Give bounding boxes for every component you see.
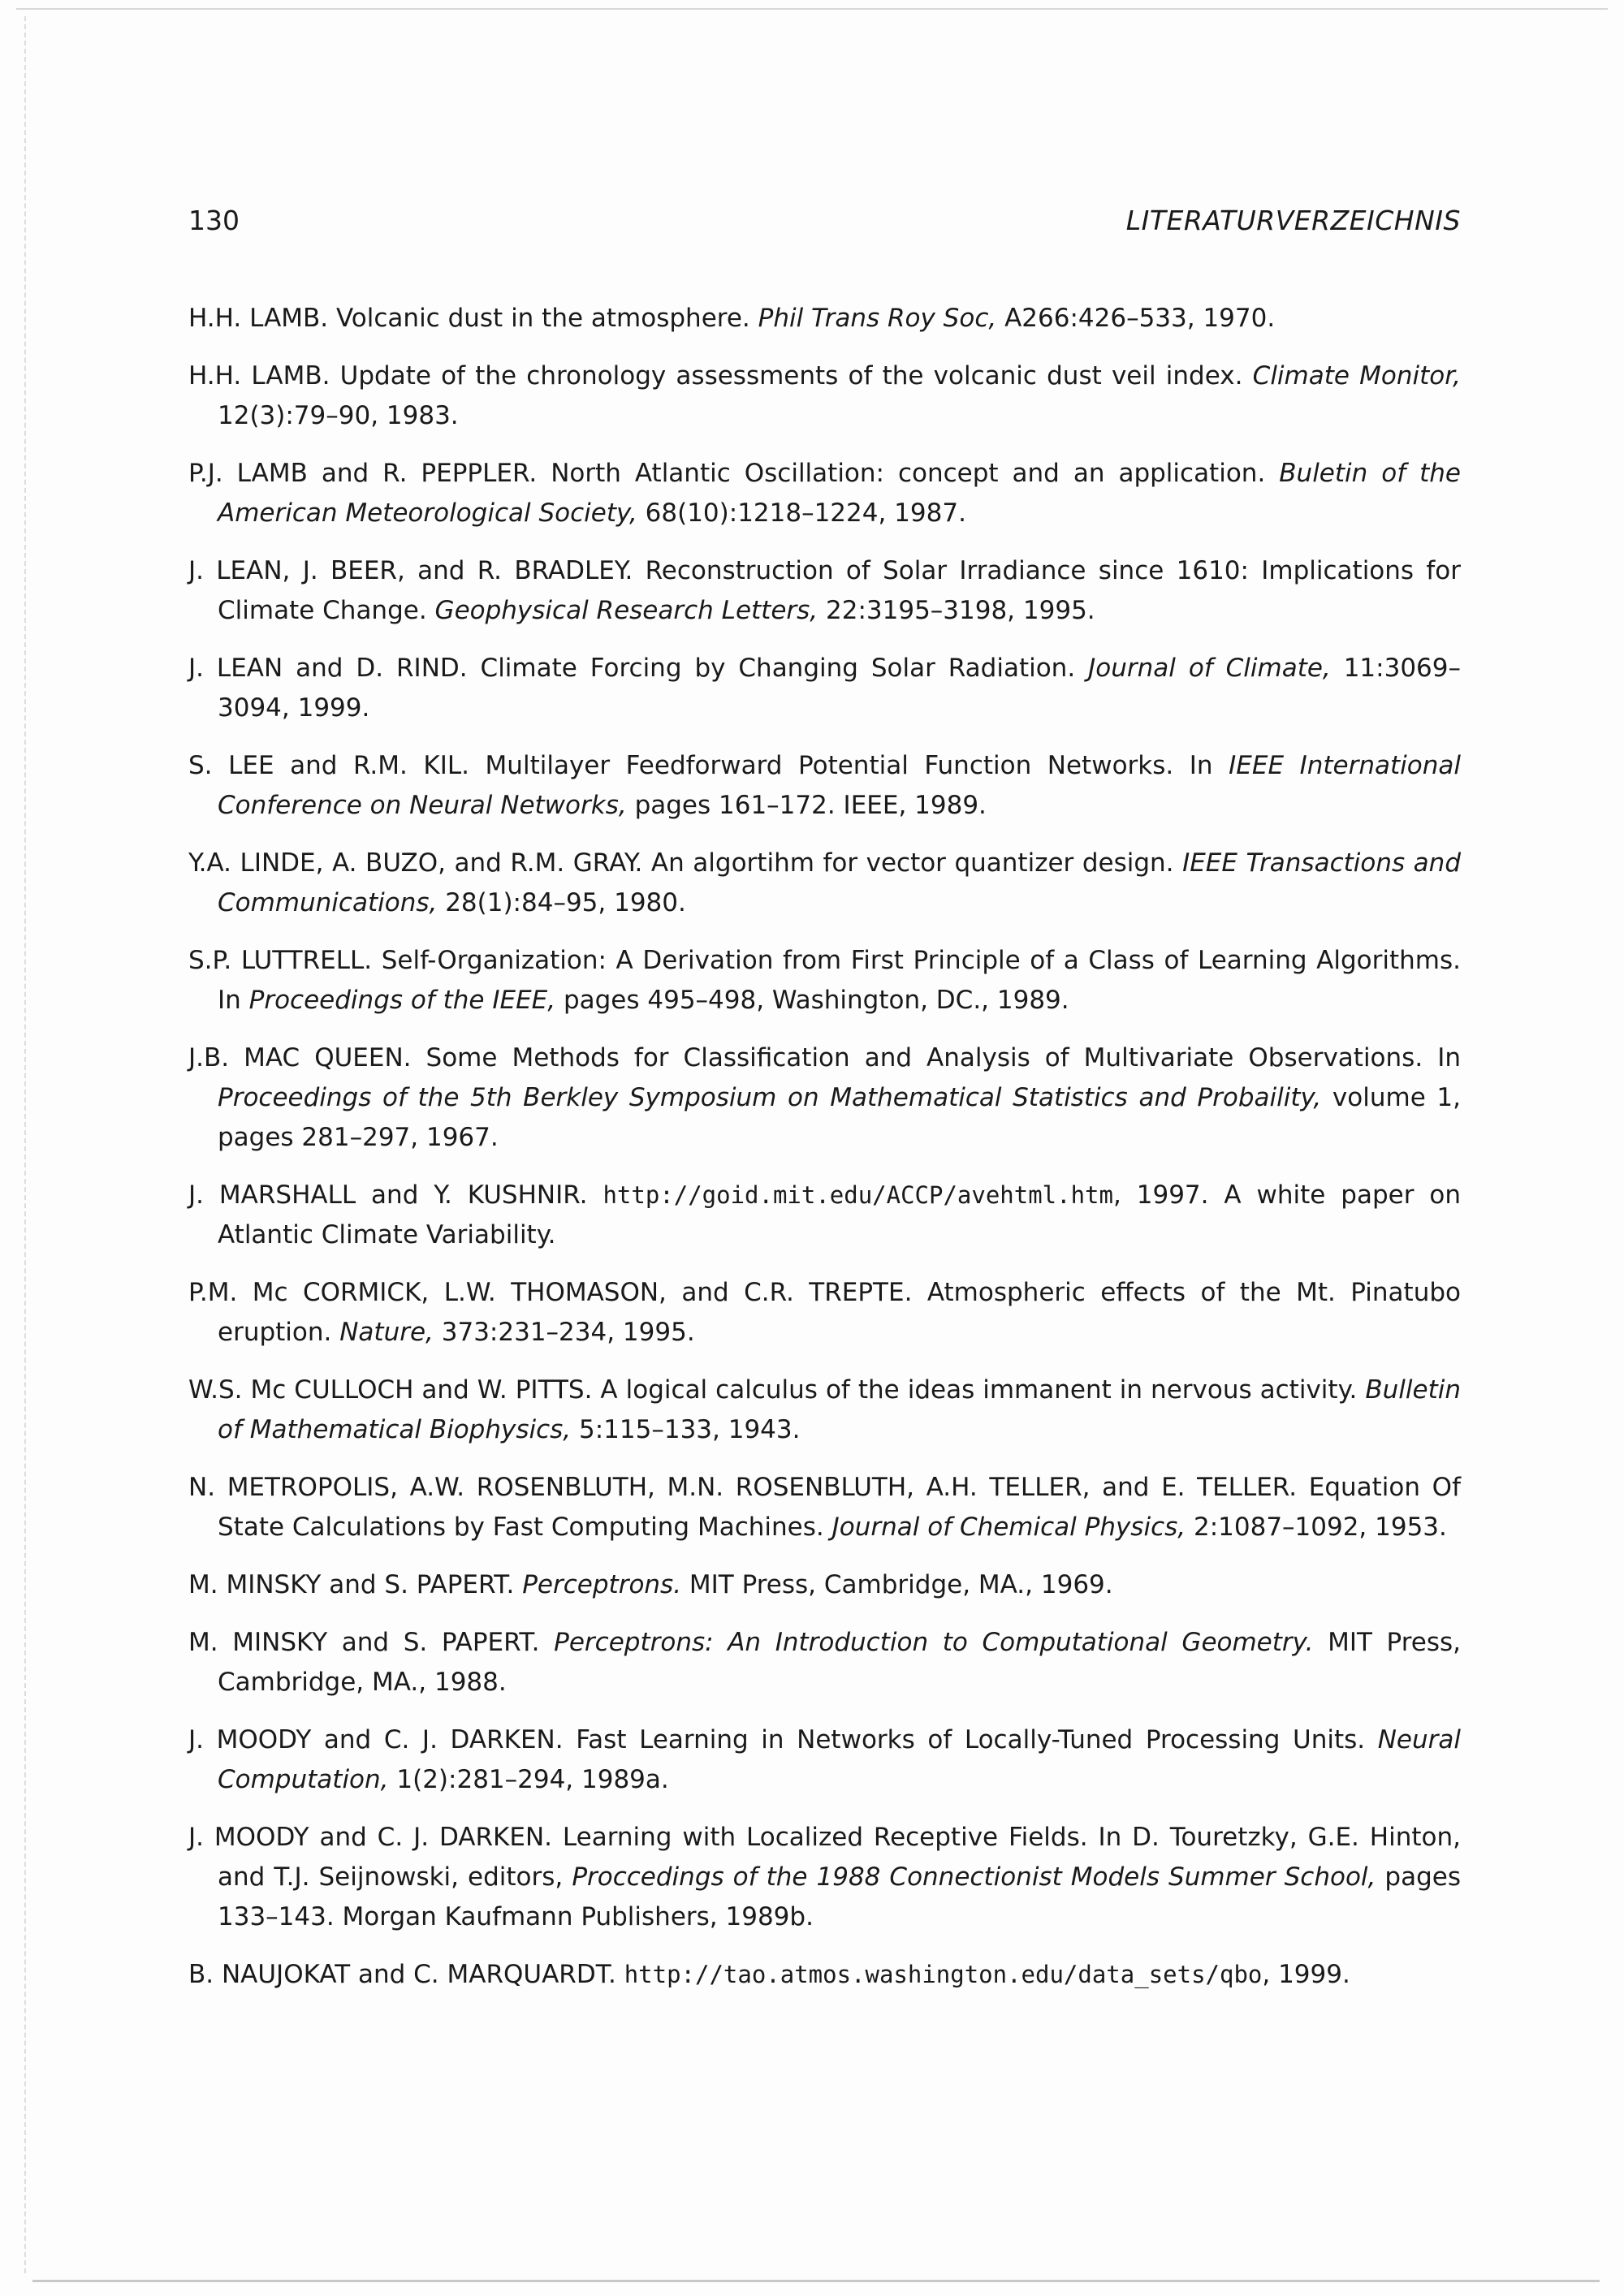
ref-venue: IEEE Transactions and Communications, bbox=[218, 848, 1461, 917]
ref-details: 22:3195–3198, 1995. bbox=[818, 596, 1095, 625]
ref-details: volume 1, pages 281–297, 1967. bbox=[218, 1083, 1461, 1152]
ref-text: P.J. LAMB and R. PEPPLER. North Atlantic Oscillation: concept and an application. bbox=[188, 459, 1280, 488]
ref-venue: Neural Computation, bbox=[218, 1725, 1461, 1794]
ref-venue: Proceedings of the 5th Berkley Symposium on Mathematical Statistics and Probaility, bbox=[218, 1083, 1322, 1112]
ref-url: http://goid.mit.edu/ACCP/avehtml.htm bbox=[603, 1181, 1113, 1209]
ref-text: Y.A. LINDE, A. BUZO, and R.M. GRAY. An algortihm for vector quantizer design. bbox=[188, 848, 1183, 878]
reference-entry bbox=[188, 844, 1461, 923]
reference-entry bbox=[188, 649, 1461, 728]
ref-details: pages 495–498, Washington, DC., 1989. bbox=[555, 986, 1069, 1015]
reference-entry bbox=[188, 551, 1461, 631]
ref-details: A266:426–533, 1970. bbox=[996, 304, 1276, 333]
ref-venue: Climate Monitor, bbox=[1252, 361, 1462, 391]
reference-entry bbox=[188, 454, 1461, 533]
reference-entry bbox=[188, 1370, 1461, 1450]
reference-entry bbox=[188, 1623, 1461, 1703]
ref-url: http://tao.atmos.washington.edu/data_sets/qbo bbox=[624, 1961, 1263, 1988]
reference-entry bbox=[188, 1038, 1461, 1158]
ref-details: 373:231–234, 1995. bbox=[433, 1318, 695, 1347]
ref-details: 5:115–133, 1943. bbox=[571, 1415, 801, 1444]
ref-text: J. MARSHALL and Y. KUSHNIR. bbox=[188, 1180, 603, 1210]
reference-entry bbox=[188, 1468, 1461, 1547]
ref-text: J. LEAN, J. BEER, and R. BRADLEY. Reconstruction of Solar Irradiance since 1610: Implications for Climate Change. bbox=[188, 556, 1461, 625]
ref-venue: Phil Trans Roy Soc, bbox=[758, 304, 997, 333]
reference-entry bbox=[188, 1565, 1461, 1605]
ref-text: S. LEE and R.M. KIL. Multilayer Feedforward Potential Function Networks. In bbox=[188, 751, 1229, 780]
ref-venue: Perceptrons: An Introduction to Computational Geometry. bbox=[554, 1628, 1314, 1657]
ref-text: J.B. MAC QUEEN. Some Methods for Classification and Analysis of Multivariate Observations. In bbox=[188, 1043, 1461, 1072]
scan-border-top bbox=[16, 8, 1608, 10]
ref-text: M. MINSKY and S. PAPERT. bbox=[188, 1570, 523, 1599]
ref-text: P.M. Mc CORMICK, L.W. THOMASON, and C.R. TREPTE. Atmospheric effects of the Mt. Pinatubo eruption. bbox=[188, 1278, 1461, 1347]
ref-text: N. METROPOLIS, A.W. ROSENBLUTH, M.N. ROSENBLUTH, A.H. TELLER, and E. TELLER. Equation Of State Calculations by Fast Computing Machines. bbox=[188, 1473, 1461, 1542]
ref-details: pages 161–172. IEEE, 1989. bbox=[626, 791, 987, 820]
reference-entry bbox=[188, 299, 1461, 339]
ref-text: H.H. LAMB. Volcanic dust in the atmosphere. bbox=[188, 304, 758, 333]
reference-entry bbox=[188, 1273, 1461, 1353]
ref-venue: Journal of Climate, bbox=[1088, 654, 1331, 683]
ref-details: MIT Press, Cambridge, MA., 1988. bbox=[218, 1628, 1461, 1697]
ref-details: 2:1087–1092, 1953. bbox=[1186, 1513, 1447, 1542]
ref-venue: Buletin of the American Meteorological Society, bbox=[218, 459, 1461, 528]
ref-details: 28(1):84–95, 1980. bbox=[437, 888, 686, 917]
ref-details: 68(10):1218–1224, 1987. bbox=[637, 498, 966, 528]
ref-text: J. MOODY and C. J. DARKEN. Fast Learning in Networks of Locally-Tuned Processing Units. bbox=[188, 1725, 1378, 1754]
scan-border-bottom bbox=[32, 2280, 1600, 2282]
reference-entry bbox=[188, 941, 1461, 1021]
reference-entry bbox=[188, 1176, 1461, 1255]
ref-text: S.P. LUTTRELL. Self-Organization: A Derivation from First Principle of a Class of Learning Algorithms. In bbox=[188, 946, 1461, 1015]
ref-venue: Journal of Chemical Physics, bbox=[831, 1513, 1186, 1542]
reference-list bbox=[188, 299, 1461, 2013]
ref-venue: IEEE International Conference on Neural Networks, bbox=[218, 751, 1461, 820]
ref-details: 1(2):281–294, 1989a. bbox=[388, 1765, 669, 1794]
ref-text: H.H. LAMB. Update of the chronology assessments of the volcanic dust veil index. bbox=[188, 361, 1253, 391]
reference-entry bbox=[188, 746, 1461, 826]
ref-details: 12(3):79–90, 1983. bbox=[218, 401, 459, 430]
running-head: LITERATURVERZEICHNIS bbox=[1125, 205, 1461, 236]
ref-venue: Geophysical Research Letters, bbox=[434, 596, 818, 625]
ref-text: J. MOODY and C. J. DARKEN. Learning with Localized Receptive Fields. In D. Touretzky, G.E. Hinton, and T.J. Seijnowski, editors, bbox=[188, 1823, 1461, 1892]
ref-details: MIT Press, Cambridge, MA., 1969. bbox=[681, 1570, 1113, 1599]
page-header bbox=[188, 205, 1461, 237]
reference-entry bbox=[188, 1818, 1461, 1937]
ref-venue: Proccedings of the 1988 Connectionist Models Summer School, bbox=[572, 1862, 1376, 1892]
ref-venue: Bulletin of Mathematical Biophysics, bbox=[218, 1375, 1461, 1444]
ref-text: W.S. Mc CULLOCH and W. PITTS. A logical calculus of the ideas immanent in nervous activity. bbox=[188, 1375, 1366, 1405]
ref-details: , 1997. A white paper on Atlantic Climate Variability. bbox=[218, 1180, 1461, 1249]
reference-entry bbox=[188, 356, 1461, 436]
page-number: 130 bbox=[188, 205, 240, 236]
reference-entry bbox=[188, 1720, 1461, 1800]
ref-details: 11:3069–3094, 1999. bbox=[218, 654, 1461, 723]
ref-venue: Perceptrons. bbox=[522, 1570, 682, 1599]
ref-text: M. MINSKY and S. PAPERT. bbox=[188, 1628, 555, 1657]
ref-text: J. LEAN and D. RIND. Climate Forcing by Changing Solar Radiation. bbox=[188, 654, 1089, 683]
reference-entry bbox=[188, 1955, 1461, 1995]
scan-border-left bbox=[24, 16, 26, 2273]
ref-venue: Nature, bbox=[339, 1318, 434, 1347]
ref-details: , 1999. bbox=[1262, 1960, 1350, 1989]
ref-details: pages 133–143. Morgan Kaufmann Publishers, 1989b. bbox=[218, 1862, 1461, 1931]
ref-text: B. NAUJOKAT and C. MARQUARDT. bbox=[188, 1960, 624, 1989]
ref-venue: Proceedings of the IEEE, bbox=[248, 986, 556, 1015]
